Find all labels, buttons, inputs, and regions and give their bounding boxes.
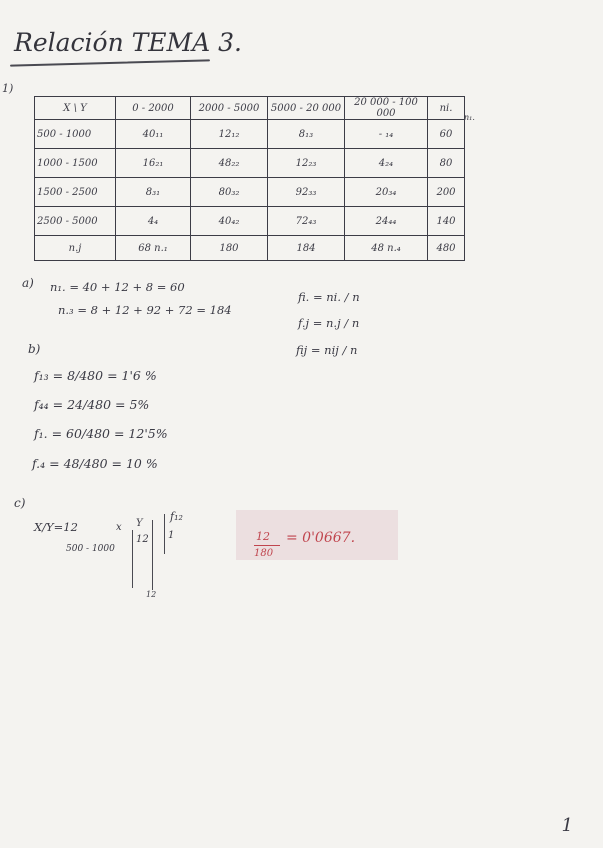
title-underline	[10, 59, 210, 66]
side-label: n₁.	[464, 113, 475, 122]
mini-divider	[164, 514, 165, 554]
result-value: = 0'0667.	[286, 530, 356, 546]
table-row	[35, 149, 465, 178]
section-b-label: b)	[28, 342, 41, 356]
table-cell: 8₃₁	[116, 178, 191, 207]
section-a-line: n₁. = 40 + 12 + 8 = 60	[50, 280, 185, 294]
section-b-line: f.₄ = 48/480 = 10 %	[32, 456, 158, 471]
table-cell: 80₃₂	[191, 178, 268, 207]
mini-f12: f₁₂	[170, 510, 183, 523]
table-cell: 180	[191, 236, 268, 261]
col-header: 0 - 2000	[116, 97, 191, 120]
table-cell: 12₂₃	[268, 149, 345, 178]
table-cell: 200	[428, 178, 465, 207]
row-label: 1000 - 1500	[35, 149, 116, 178]
section-b-line: f₁₃ = 8/480 = 1'6 %	[34, 368, 157, 383]
table-row	[35, 178, 465, 207]
table-cell: 24₄₄	[345, 207, 428, 236]
row-label: 2500 - 5000	[35, 207, 116, 236]
mini-x: x	[116, 522, 122, 533]
mini-value: 12	[136, 534, 149, 545]
table-cell: - ₁₄	[345, 120, 428, 149]
col-header: 20 000 - 100 000	[345, 97, 428, 120]
section-a-line: n.₃ = 8 + 12 + 92 + 72 = 184	[58, 303, 232, 317]
section-c-range: 500 - 1000	[66, 544, 115, 554]
table-total-row	[35, 236, 465, 261]
page-title: Relación TEMA 3.	[14, 28, 242, 57]
fraction-line	[254, 545, 280, 546]
col-header: 2000 - 5000	[191, 97, 268, 120]
col-header: ni.	[428, 97, 465, 120]
table-cell: 4₄	[116, 207, 191, 236]
table-cell: 40₄₂	[191, 207, 268, 236]
result-denominator: 180	[254, 548, 274, 559]
mini-divider	[152, 520, 153, 590]
table-cell: 4₂₄	[345, 149, 428, 178]
table-cell: 92₃₃	[268, 178, 345, 207]
table-cell: 48₂₂	[191, 149, 268, 178]
mini-y: Y	[136, 518, 143, 529]
mini-bottom: 12	[146, 590, 157, 599]
table-cell: 12₁₂	[191, 120, 268, 149]
result-numerator: 12	[256, 530, 270, 543]
section-c-condition: X/Y=12	[34, 520, 78, 534]
table-cell: 480	[428, 236, 465, 261]
frequency-table	[34, 96, 465, 261]
table-corner: X \ Y	[35, 97, 116, 120]
formula-fi: fi. = ni. / n	[298, 290, 360, 304]
table-header-row	[35, 97, 465, 120]
table-cell: 60	[428, 120, 465, 149]
table-cell: 184	[268, 236, 345, 261]
table-cell: 80	[428, 149, 465, 178]
row-label: 1500 - 2500	[35, 178, 116, 207]
section-b-line: f₁. = 60/480 = 12'5%	[34, 426, 168, 441]
mini-one: 1	[168, 530, 175, 541]
section-a-label: a)	[22, 276, 34, 290]
section-b-line: f₄₄ = 24/480 = 5%	[34, 397, 150, 412]
col-header: 5000 - 20 000	[268, 97, 345, 120]
formula-fij: fij = nij / n	[296, 343, 358, 357]
page-number: 1	[561, 815, 573, 836]
table-cell: 16₂₁	[116, 149, 191, 178]
formula-fj: f.j = n.j / n	[298, 316, 360, 330]
table-cell: 68 n.₁	[116, 236, 191, 261]
table-cell: 40₁₁	[116, 120, 191, 149]
table-cell: 48 n.₄	[345, 236, 428, 261]
table-cell: 20₃₄	[345, 178, 428, 207]
table-cell: 140	[428, 207, 465, 236]
table-cell: 8₁₃	[268, 120, 345, 149]
table-row	[35, 120, 465, 149]
table-cell: 72₄₃	[268, 207, 345, 236]
row-label: 500 - 1000	[35, 120, 116, 149]
row-label: n.j	[35, 236, 116, 261]
section-c-label: c)	[14, 496, 26, 510]
table-row	[35, 207, 465, 236]
question-number: 1)	[2, 82, 14, 95]
mini-divider	[132, 530, 133, 588]
